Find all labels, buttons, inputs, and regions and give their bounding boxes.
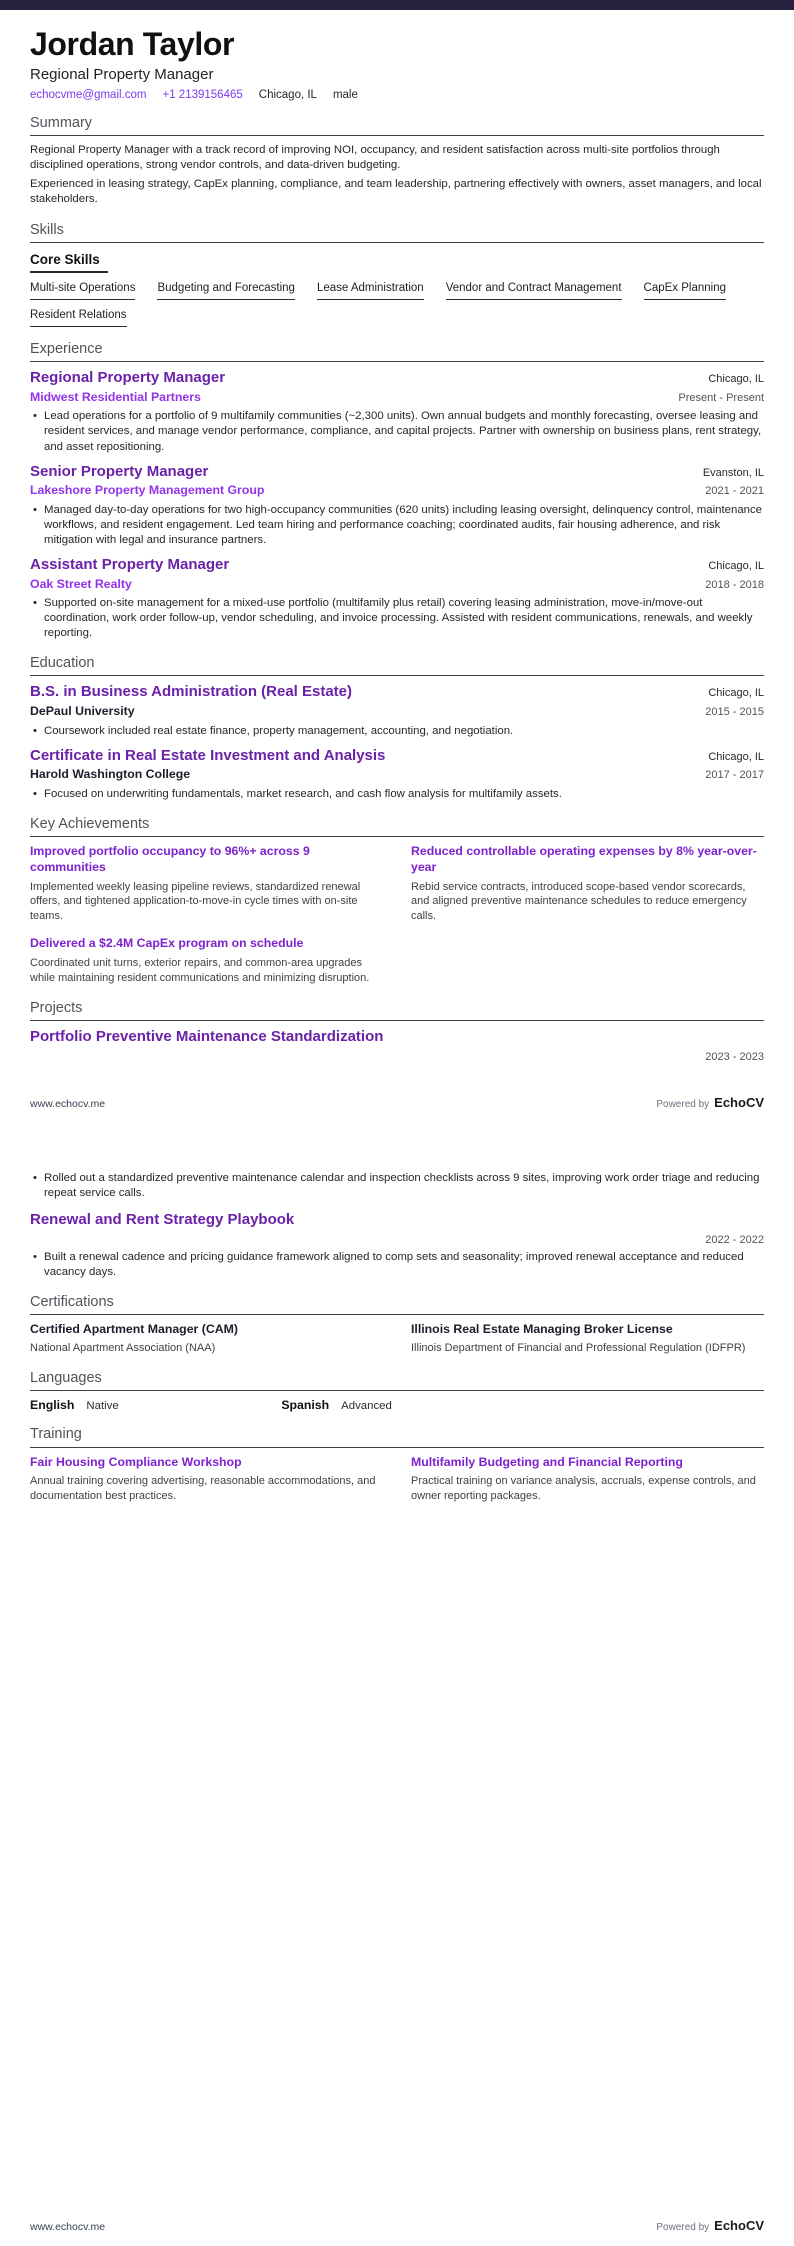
- footer-powered: [656, 2218, 764, 2233]
- languages-heading: Languages: [30, 1370, 764, 1391]
- job-company: Midwest Residential Partners: [30, 390, 201, 405]
- certification-name: Certified Apartment Manager (CAM): [30, 1322, 238, 1337]
- project-dates: 2022 - 2022: [705, 1233, 764, 1246]
- training-title: Multifamily Budgeting and Financial Reporting: [411, 1454, 683, 1469]
- job-dates: 2021 - 2021: [705, 485, 764, 498]
- candidate-title: Regional Property Manager: [30, 65, 214, 83]
- project-entry: [30, 1028, 764, 1063]
- training-heading: Training: [30, 1426, 764, 1447]
- degree-title: B.S. in Business Administration (Real Estate): [30, 683, 353, 701]
- achievement-title: Improved portfolio occupancy to 96%+ across 9 communities: [30, 844, 310, 874]
- education-bullet: • Focused on underwriting fundamentals, market research, and cash flow analysis for multifamily assets.: [30, 787, 764, 802]
- contact-location: Chicago, IL: [258, 88, 317, 101]
- project-entry: [30, 1211, 764, 1280]
- skill-item: Resident Relations: [30, 309, 127, 327]
- footer-site-link[interactable]: www.echocv.me: [30, 1098, 106, 1110]
- footer-site-link[interactable]: www.echocv.me: [30, 2221, 106, 2233]
- achievements-heading: Key Achievements: [30, 816, 764, 837]
- certifications-section: [30, 1294, 764, 1356]
- project-title: Renewal and Rent Strategy Playbook: [30, 1211, 295, 1229]
- resume-header: [30, 0, 764, 101]
- certifications-heading: Certifications: [30, 1294, 764, 1315]
- certification-name: Illinois Real Estate Managing Broker License: [411, 1322, 673, 1337]
- job-dates: Present - Present: [678, 392, 764, 405]
- certification-issuer: Illinois Department of Financial and Professional Regulation (IDFPR): [411, 1342, 746, 1355]
- training-section: [30, 1426, 764, 1504]
- skill-item: Vendor and Contract Management: [446, 282, 622, 300]
- projects-continued: [30, 1123, 764, 1280]
- experience-section: [30, 341, 764, 641]
- job-dates: 2018 - 2018: [705, 578, 764, 591]
- skill-item: CapEx Planning: [644, 282, 726, 300]
- summary-paragraph-1: Regional Property Manager with a track record of improving NOI, occupancy, and resident satisfaction across multi-site portfolios through disciplined operations, strong vendor controls, and data-driven budgeting.: [30, 143, 720, 172]
- language-item: [30, 1398, 261, 1412]
- school-location: Chicago, IL: [708, 687, 764, 700]
- contact-phone-link[interactable]: +1 2139156465: [162, 88, 243, 101]
- contact-row: [30, 89, 764, 101]
- job-location: Chicago, IL: [708, 559, 764, 572]
- job-location: Chicago, IL: [708, 373, 764, 386]
- certification-issuer: National Apartment Association (NAA): [30, 1342, 216, 1355]
- language-level: Advanced: [341, 1400, 392, 1413]
- training-card: [411, 1455, 764, 1504]
- page-footer: [30, 2218, 764, 2233]
- certification-card: [30, 1322, 383, 1356]
- achievement-title: Reduced controllable operating expenses by 8% year-over-year: [411, 844, 757, 874]
- project-bullet: • Rolled out a standardized preventive maintenance calendar and inspection checklists across 9 sites, improving work order triage and reducing repeat service calls.: [30, 1171, 764, 1201]
- job-bullet: • Managed day-to-day operations for two high-occupancy communities (620 units) including leasing oversight, delinquency control, maintenance workflows, and resident engagement. Led team hiring and performance coaching; coordinated audits, fair housing adherence, and risk mitigation with legal and insurance partners.: [30, 503, 764, 548]
- skill-item: Lease Administration: [317, 282, 424, 300]
- achievement-card: [30, 936, 383, 985]
- project-title: Portfolio Preventive Maintenance Standardization: [30, 1027, 384, 1045]
- education-bullet: • Coursework included real estate finance, property management, accounting, and negotiation.: [30, 724, 764, 739]
- summary-section: [30, 115, 764, 208]
- skills-section: [30, 222, 764, 327]
- training-body: Annual training covering advertising, reasonable accommodations, and documentation best practices.: [30, 1475, 376, 1503]
- education-entry: [30, 683, 764, 738]
- job-bullet: • Supported on-site management for a mixed-use portfolio (multifamily plus retail) covering leasing administration, move-in/move-out coordination, work order follow-up, vendor scheduling, and invoice processing. Assisted with resident communications, renewals, and weekly reporting.: [30, 596, 764, 641]
- school-dates: 2017 - 2017: [705, 769, 764, 782]
- brand-name: EchoCV: [714, 2218, 764, 2233]
- page-footer: [30, 1095, 764, 1110]
- training-card: [30, 1455, 383, 1504]
- projects-heading: Projects: [30, 1000, 764, 1021]
- school-location: Chicago, IL: [708, 750, 764, 763]
- resume-page-2: [0, 1123, 794, 2246]
- experience-entry: [30, 369, 764, 454]
- education-section: [30, 655, 764, 802]
- project-bullet: • Built a renewal cadence and pricing guidance framework aligned to comp sets and seasonality; improved renewal acceptance and reduced vacancy days.: [30, 1250, 764, 1280]
- achievements-section: [30, 816, 764, 986]
- skill-list: [30, 282, 764, 327]
- job-title: Assistant Property Manager: [30, 555, 230, 573]
- summary-heading: Summary: [30, 115, 764, 136]
- summary-paragraph-2: Experienced in leasing strategy, CapEx planning, compliance, and team leadership, partnering effectively with owners, asset managers, and local stakeholders.: [30, 177, 762, 206]
- footer-powered: [656, 1095, 764, 1110]
- projects-section: [30, 1000, 764, 1063]
- language-level: Native: [86, 1400, 119, 1413]
- school-name: Harold Washington College: [30, 767, 191, 782]
- powered-by-label: Powered by: [656, 1099, 710, 1110]
- job-bullet: • Lead operations for a portfolio of 9 multifamily communities (~2,300 units). Own annual budgets and monthly forecasting, oversee leasing and resident services, and manage vendor performance, compliance, and capital projects. Partner with ownership on business plans, rent strategy, and asset repositioning.: [30, 409, 764, 454]
- skills-heading: Skills: [30, 222, 764, 243]
- experience-heading: Experience: [30, 341, 764, 362]
- experience-entry: [30, 463, 764, 548]
- top-accent-bar: [0, 0, 794, 10]
- training-title: Fair Housing Compliance Workshop: [30, 1454, 242, 1469]
- degree-title: Certificate in Real Estate Investment and Analysis: [30, 746, 386, 764]
- achievement-body: Rebid service contracts, introduced scope-based vendor scorecards, and aligned preventive maintenance schedules to reduce emergency calls.: [411, 880, 747, 923]
- education-heading: Education: [30, 655, 764, 676]
- job-location: Evanston, IL: [702, 466, 764, 479]
- language-name: Spanish: [281, 1398, 330, 1413]
- achievement-title: Delivered a $2.4M CapEx program on schedule: [30, 936, 304, 951]
- contact-gender: male: [332, 88, 358, 101]
- achievement-card: [30, 844, 383, 924]
- school-name: DePaul University: [30, 704, 135, 719]
- brand-name: EchoCV: [714, 1095, 764, 1110]
- certification-card: [411, 1322, 764, 1356]
- skill-item: Budgeting and Forecasting: [157, 282, 294, 300]
- language-name: English: [30, 1398, 75, 1413]
- candidate-name: Jordan Taylor: [30, 26, 235, 62]
- contact-email-link[interactable]: echocvme@gmail.com: [30, 88, 147, 101]
- languages-section: [30, 1370, 764, 1412]
- job-company: Oak Street Realty: [30, 576, 132, 591]
- job-title: Senior Property Manager: [30, 462, 209, 480]
- language-item: [281, 1398, 512, 1412]
- powered-by-label: Powered by: [656, 2222, 710, 2233]
- experience-entry: [30, 556, 764, 641]
- project-dates: 2023 - 2023: [705, 1050, 764, 1063]
- training-body: Practical training on variance analysis, accruals, expense controls, and owner reporting packages.: [411, 1475, 756, 1503]
- achievement-body: Coordinated unit turns, exterior repairs, and common-area upgrades while maintaining resident communications and minimizing disruption.: [30, 956, 370, 984]
- skill-item: Multi-site Operations: [30, 282, 135, 300]
- achievement-body: Implemented weekly leasing pipeline reviews, standardized renewal offers, and tightened application-to-move-in cycle times with on-site teams.: [30, 880, 361, 923]
- job-company: Lakeshore Property Management Group: [30, 483, 265, 498]
- education-entry: [30, 747, 764, 802]
- job-title: Regional Property Manager: [30, 369, 226, 387]
- skills-group-title: Core Skills: [30, 250, 108, 273]
- school-dates: 2015 - 2015: [705, 706, 764, 719]
- achievement-card: [411, 844, 764, 924]
